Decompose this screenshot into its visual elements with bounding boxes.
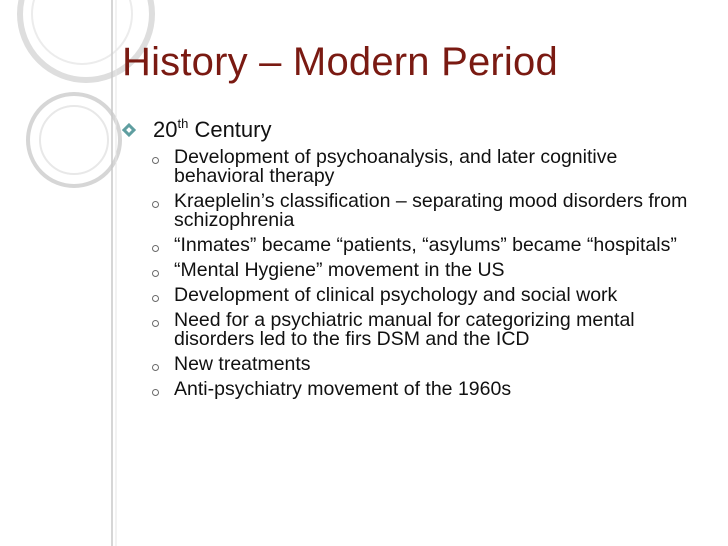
list-item: Development of clinical psychology and social work [150, 286, 710, 305]
list-item: Anti-psychiatry movement of the 1960s [150, 380, 710, 399]
ring-bullet-icon [152, 201, 159, 208]
ring-bullet-icon [152, 295, 159, 302]
ring-bullet-icon [152, 389, 159, 396]
bullet-list [150, 148, 710, 405]
ring-bullet-icon [152, 157, 159, 164]
list-item: Development of psychoanalysis, and later cognitive behavioral therapy [150, 148, 710, 186]
list-item: New treatments [150, 355, 710, 374]
square-bullet-icon [122, 123, 136, 137]
list-item: Kraeplelin’s classification – separating mood disorders from schizophrenia [150, 192, 710, 230]
list-item: “Mental Hygiene” movement in the US [150, 261, 710, 280]
ring-bullet-icon [152, 364, 159, 371]
ring-bullet-icon [152, 245, 159, 252]
level1-text: 20th Century [153, 116, 272, 142]
ring-bullet-icon [152, 270, 159, 277]
list-item: “Inmates” became “patients, “asylums” became “hospitals” [150, 236, 710, 255]
slide-title: History – Modern Period [122, 40, 558, 84]
ring-bullet-icon [152, 320, 159, 327]
list-item: Need for a psychiatric manual for categorizing mental disorders led to the firs DSM and the ICD [150, 311, 710, 349]
